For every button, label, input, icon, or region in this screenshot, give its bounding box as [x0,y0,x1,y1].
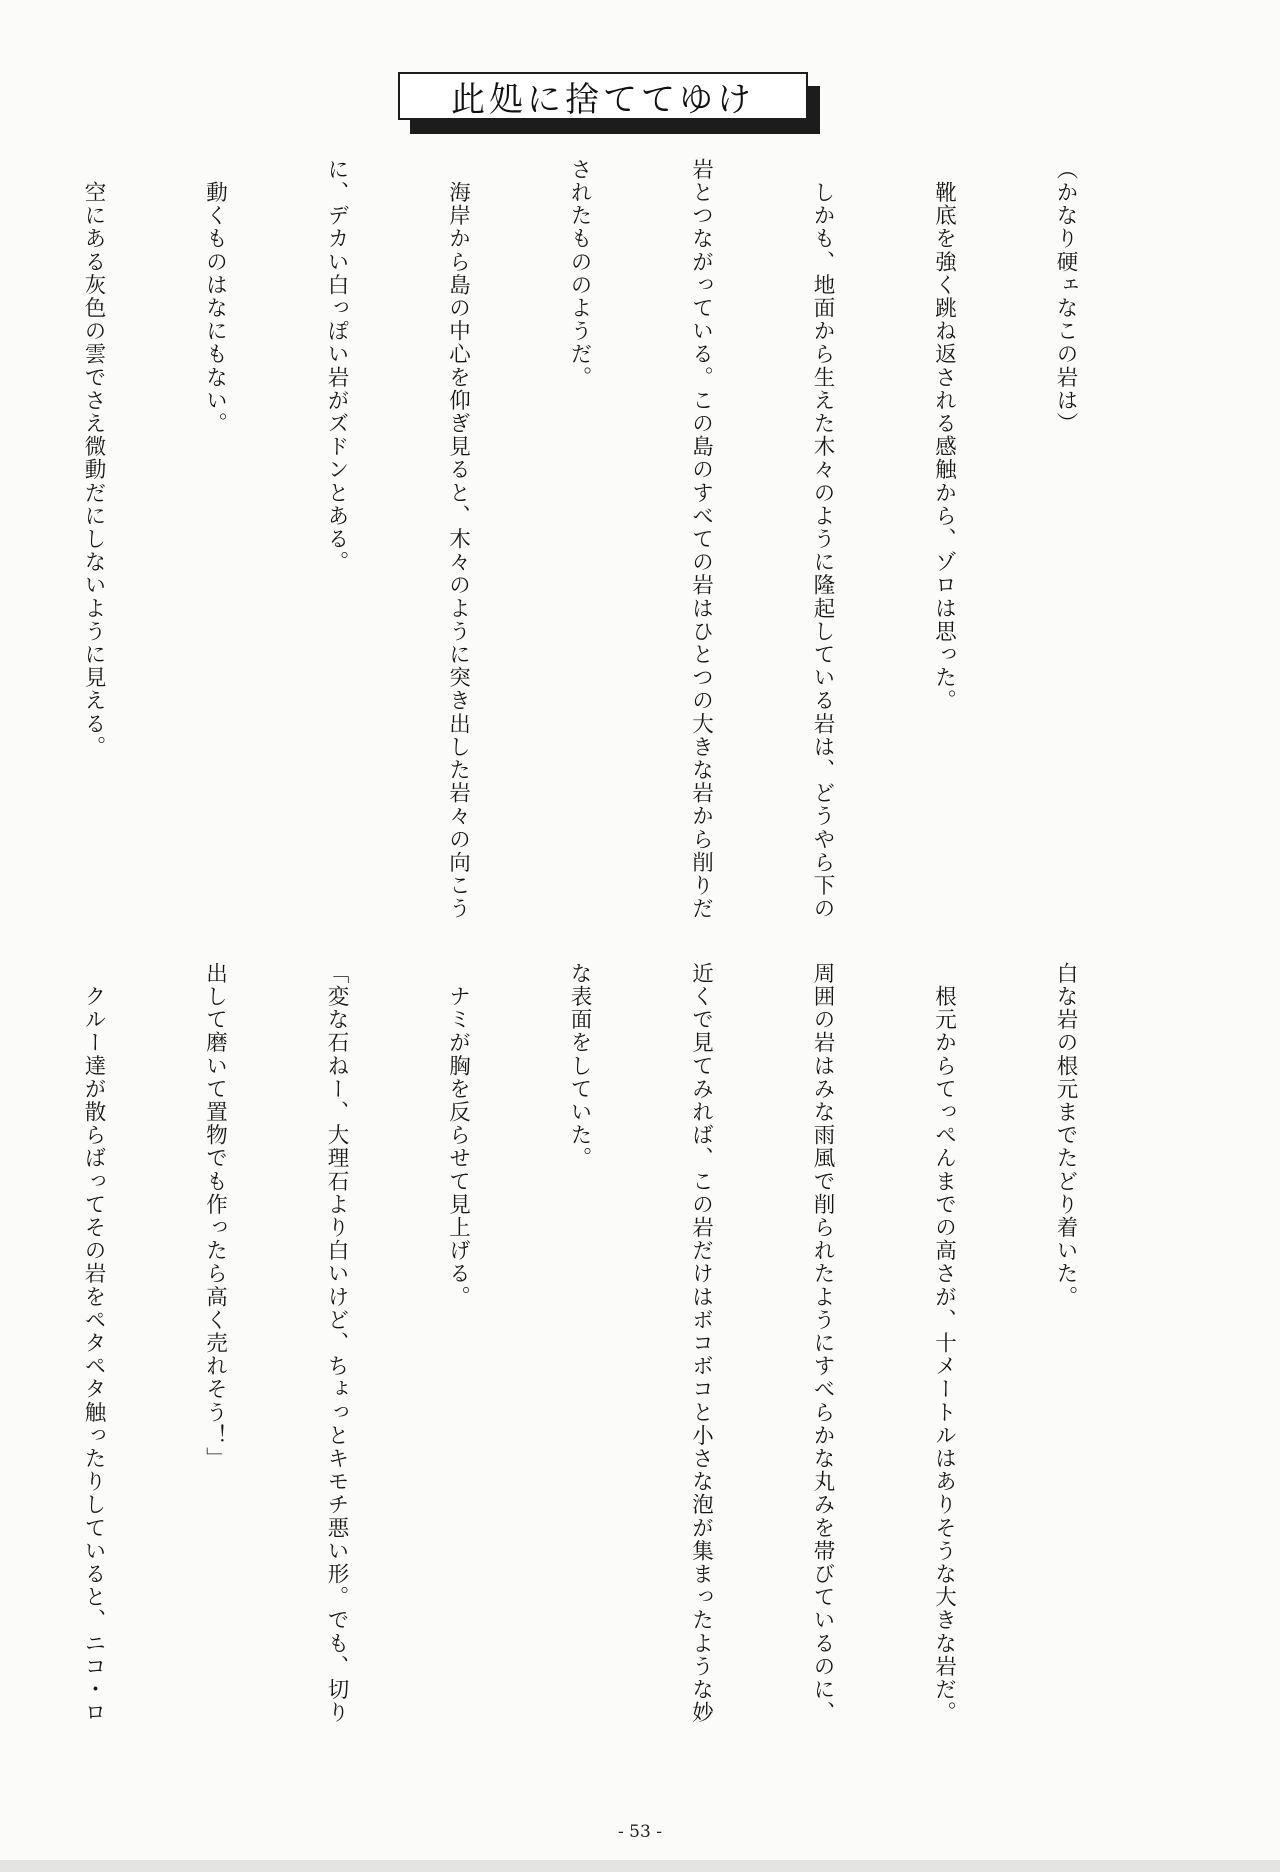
text-block-lower [81,962,1166,1742]
text-line: 岩とつながっている。この島のすべての岩はひとつの大きな岩から削りだ [688,158,714,921]
scan-edge [0,1860,1280,1872]
text-line: に、デカい白っぽい岩がズドンとある。 [324,158,349,574]
text-line: 動くものはなにもない。 [202,158,228,436]
text-line: 空にある灰色の雲でさえ微動だにしないように見える。 [81,158,106,759]
text-line: されたもののようだ。 [567,158,592,389]
page-number: - 53 - [618,1822,662,1842]
chapter-title: 此処に捨ててゆけ [398,72,808,120]
text-line: ナミが胸を反らせて見上げる。 [445,962,471,1309]
text-line: クルー達が散らばってその岩をペタペタ触ったりしていると、ニコ・ロ [81,962,106,1725]
text-line: しかも、地面から生えた木々のように隆起している岩は、どうやら下の [810,158,835,921]
text-line: 海岸から島の中心を仰ぎ見ると、木々のように突き出した岩々の向こう [445,158,471,921]
text-line: 「変な石ねー、大理石より白いけど、ちょっとキモチ悪い形。でも、切り [324,962,349,1725]
text-line: 根元からてっぺんまでの高さが、十メートルはありそうな大きな岩だ。 [931,962,957,1725]
text-block-upper [81,158,1166,928]
text-line: 白な岩の根元までたどり着いた。 [1053,962,1078,1309]
text-line: 出して磨いて置物でも作ったら高く売れそう！」 [202,962,228,1471]
text-line: （かなり硬ェなこの岩は） [1053,158,1078,436]
text-line: 近くで見てみれば、この岩だけはボコボコと小さな泡が集まったような妙 [688,962,714,1725]
text-line: 靴底を強く跳ね返される感触から、ゾロは思った。 [931,158,957,713]
text-line: な表面をしていた。 [567,962,592,1170]
chapter-title-banner [398,72,822,132]
text-line: 周囲の岩はみな雨風で削られたようにすべらかな丸みを帯びているのに、 [810,962,835,1725]
